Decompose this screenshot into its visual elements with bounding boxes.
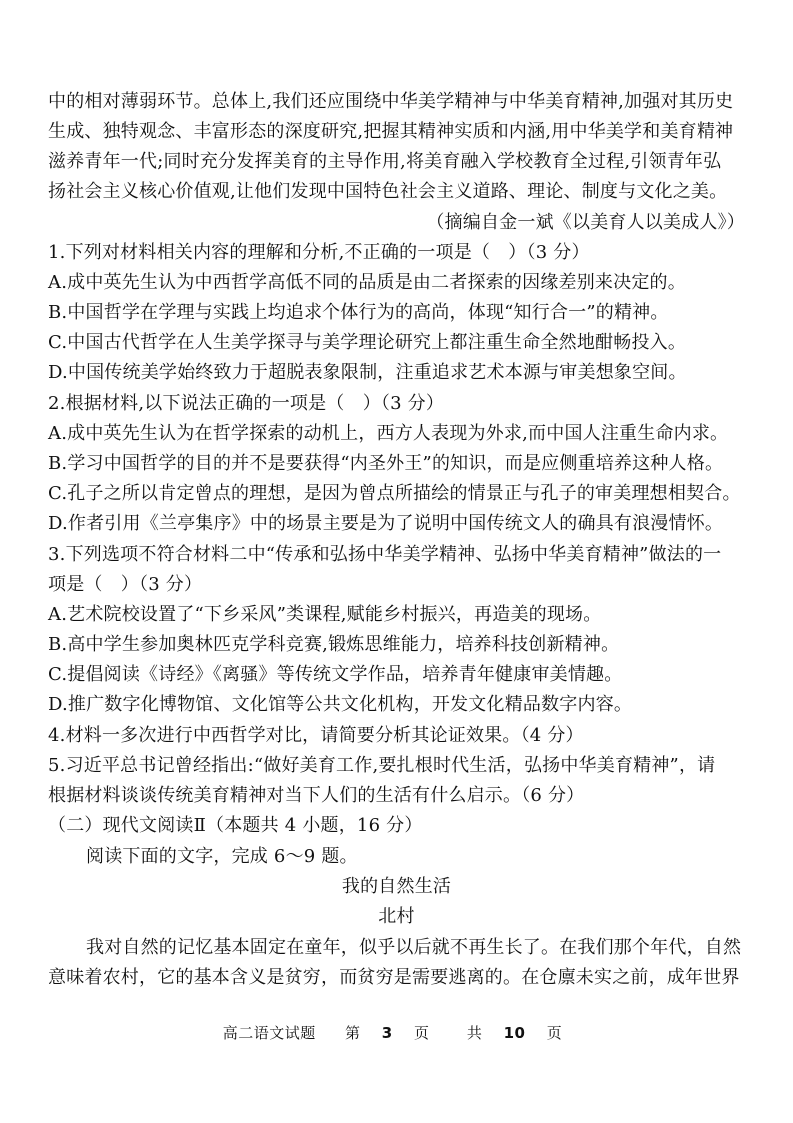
passage-line: 中的相对薄弱环节。总体上,我们还应围绕中华美学精神与中华美育精神,加强对其历史 bbox=[48, 91, 734, 112]
question-3-stem: 3.下列选项不符合材料二中“传承和弘扬中华美学精神、弘扬中华美育精神”做法的一 bbox=[48, 544, 722, 565]
source-citation: （摘编自金一斌《以美育人以美成人》） bbox=[426, 212, 745, 233]
question-1-option-c: C.中国古代哲学在人生美学探寻与美学理论研究上都注重生命全然地酣畅投入。 bbox=[48, 332, 687, 353]
question-2-stem: 2.根据材料,以下说法正确的一项是（ ）（3 分） bbox=[48, 393, 445, 414]
question-1-option-d: D.中国传统美学始终致力于超脱表象限制，注重追求艺术本源与审美想象空间。 bbox=[48, 362, 687, 383]
passage-line: 生成、独特观念、丰富形态的深度研究,把握其精神实质和内涵,用中华美学和美育精神 bbox=[48, 121, 734, 142]
footer-total-unit: 页 bbox=[546, 1024, 563, 1042]
page-footer bbox=[0, 1023, 793, 1043]
question-4: 4.材料一多次进行中西哲学对比，请简要分析其论证效果。（4 分） bbox=[48, 725, 584, 746]
footer-page-unit: 页 bbox=[414, 1024, 430, 1042]
reading-instruction: 阅读下面的文字，完成 6～9 题。 bbox=[86, 846, 358, 867]
question-2-option-b: B.学习中国哲学的目的并不是要获得“内圣外王”的知识，而是应侧重培养这种人格。 bbox=[48, 453, 724, 474]
question-2-option-c: C.孔子之所以肯定曾点的理想，是因为曾点所描绘的情景正与孔子的审美理想相契合。 bbox=[48, 483, 741, 504]
article-body-line: 意味着农村，它的基本含义是贫穷，而贫穷是需要逃离的。在仓廪未实之前，成年世界 bbox=[48, 967, 740, 988]
footer-total bbox=[459, 1024, 570, 1042]
passage-line: 滋养青年一代;同时充分发挥美育的主导作用,将美育融入学校教育全过程,引领青年弘 bbox=[48, 151, 722, 172]
article-author: 北村 bbox=[378, 906, 415, 927]
question-2-option-d: D.作者引用《兰亭集序》中的场景主要是为了说明中国传统文人的确具有浪漫情怀。 bbox=[48, 513, 724, 534]
question-3-option-b: B.高中学生参加奥林匹克学科竞赛,锻炼思维能力，培养科技创新精神。 bbox=[48, 634, 620, 655]
article-body-line: 我对自然的记忆基本固定在童年，似乎以后就不再生长了。在我们那个年代，自然 bbox=[86, 937, 742, 958]
question-5: 5.习近平总书记曾经指出:“做好美育工作,要扎根时代生活，弘扬中华美育精神”，请 bbox=[48, 755, 716, 776]
section-heading: （二）现代文阅读Ⅱ（本题共 4 小题，16 分） bbox=[48, 815, 423, 836]
footer-page-number: 3 bbox=[381, 1024, 393, 1042]
question-1-option-a: A.成中英先生认为中西哲学高低不同的品质是由二者探索的因缘差别来决定的。 bbox=[48, 272, 686, 293]
footer-page-label: 第 bbox=[345, 1024, 361, 1042]
footer-page bbox=[337, 1024, 438, 1042]
question-2-option-a: A.成中英先生认为在哲学探索的动机上，西方人表现为外求,而中国人注重生命内求。 bbox=[48, 423, 729, 444]
footer-total-label: 共 bbox=[466, 1024, 483, 1042]
footer-total-number: 10 bbox=[503, 1024, 526, 1042]
question-3-stem-cont: 项是（ ）（3 分） bbox=[48, 574, 203, 595]
question-3-option-a: A.艺术院校设置了“下乡采风”类课程,赋能乡村振兴，再造美的现场。 bbox=[48, 604, 602, 625]
question-1-option-b: B.中国哲学在学理与实践上均追求个体行为的高尚，体现“知行合一”的精神。 bbox=[48, 302, 669, 323]
passage-line: 扬社会主义核心价值观,让他们发现中国特色社会主义道路、理论、制度与文化之美。 bbox=[48, 181, 728, 202]
question-1-stem: 1.下列对材料相关内容的理解和分析,不正确的一项是（ ）（3 分） bbox=[48, 242, 590, 263]
question-5-cont: 根据材料谈谈传统美育精神对当下人们的生活有什么启示。（6 分） bbox=[48, 785, 585, 806]
question-3-option-c: C.提倡阅读《诗经》《离骚》等传统文学作品，培养青年健康审美情趣。 bbox=[48, 664, 623, 685]
footer-subject: 高二语文试题 bbox=[222, 1024, 316, 1042]
question-3-option-d: D.推广数字化博物馆、文化馆等公共文化机构，开发文化精品数字内容。 bbox=[48, 694, 633, 715]
article-title: 我的自然生活 bbox=[341, 876, 452, 897]
